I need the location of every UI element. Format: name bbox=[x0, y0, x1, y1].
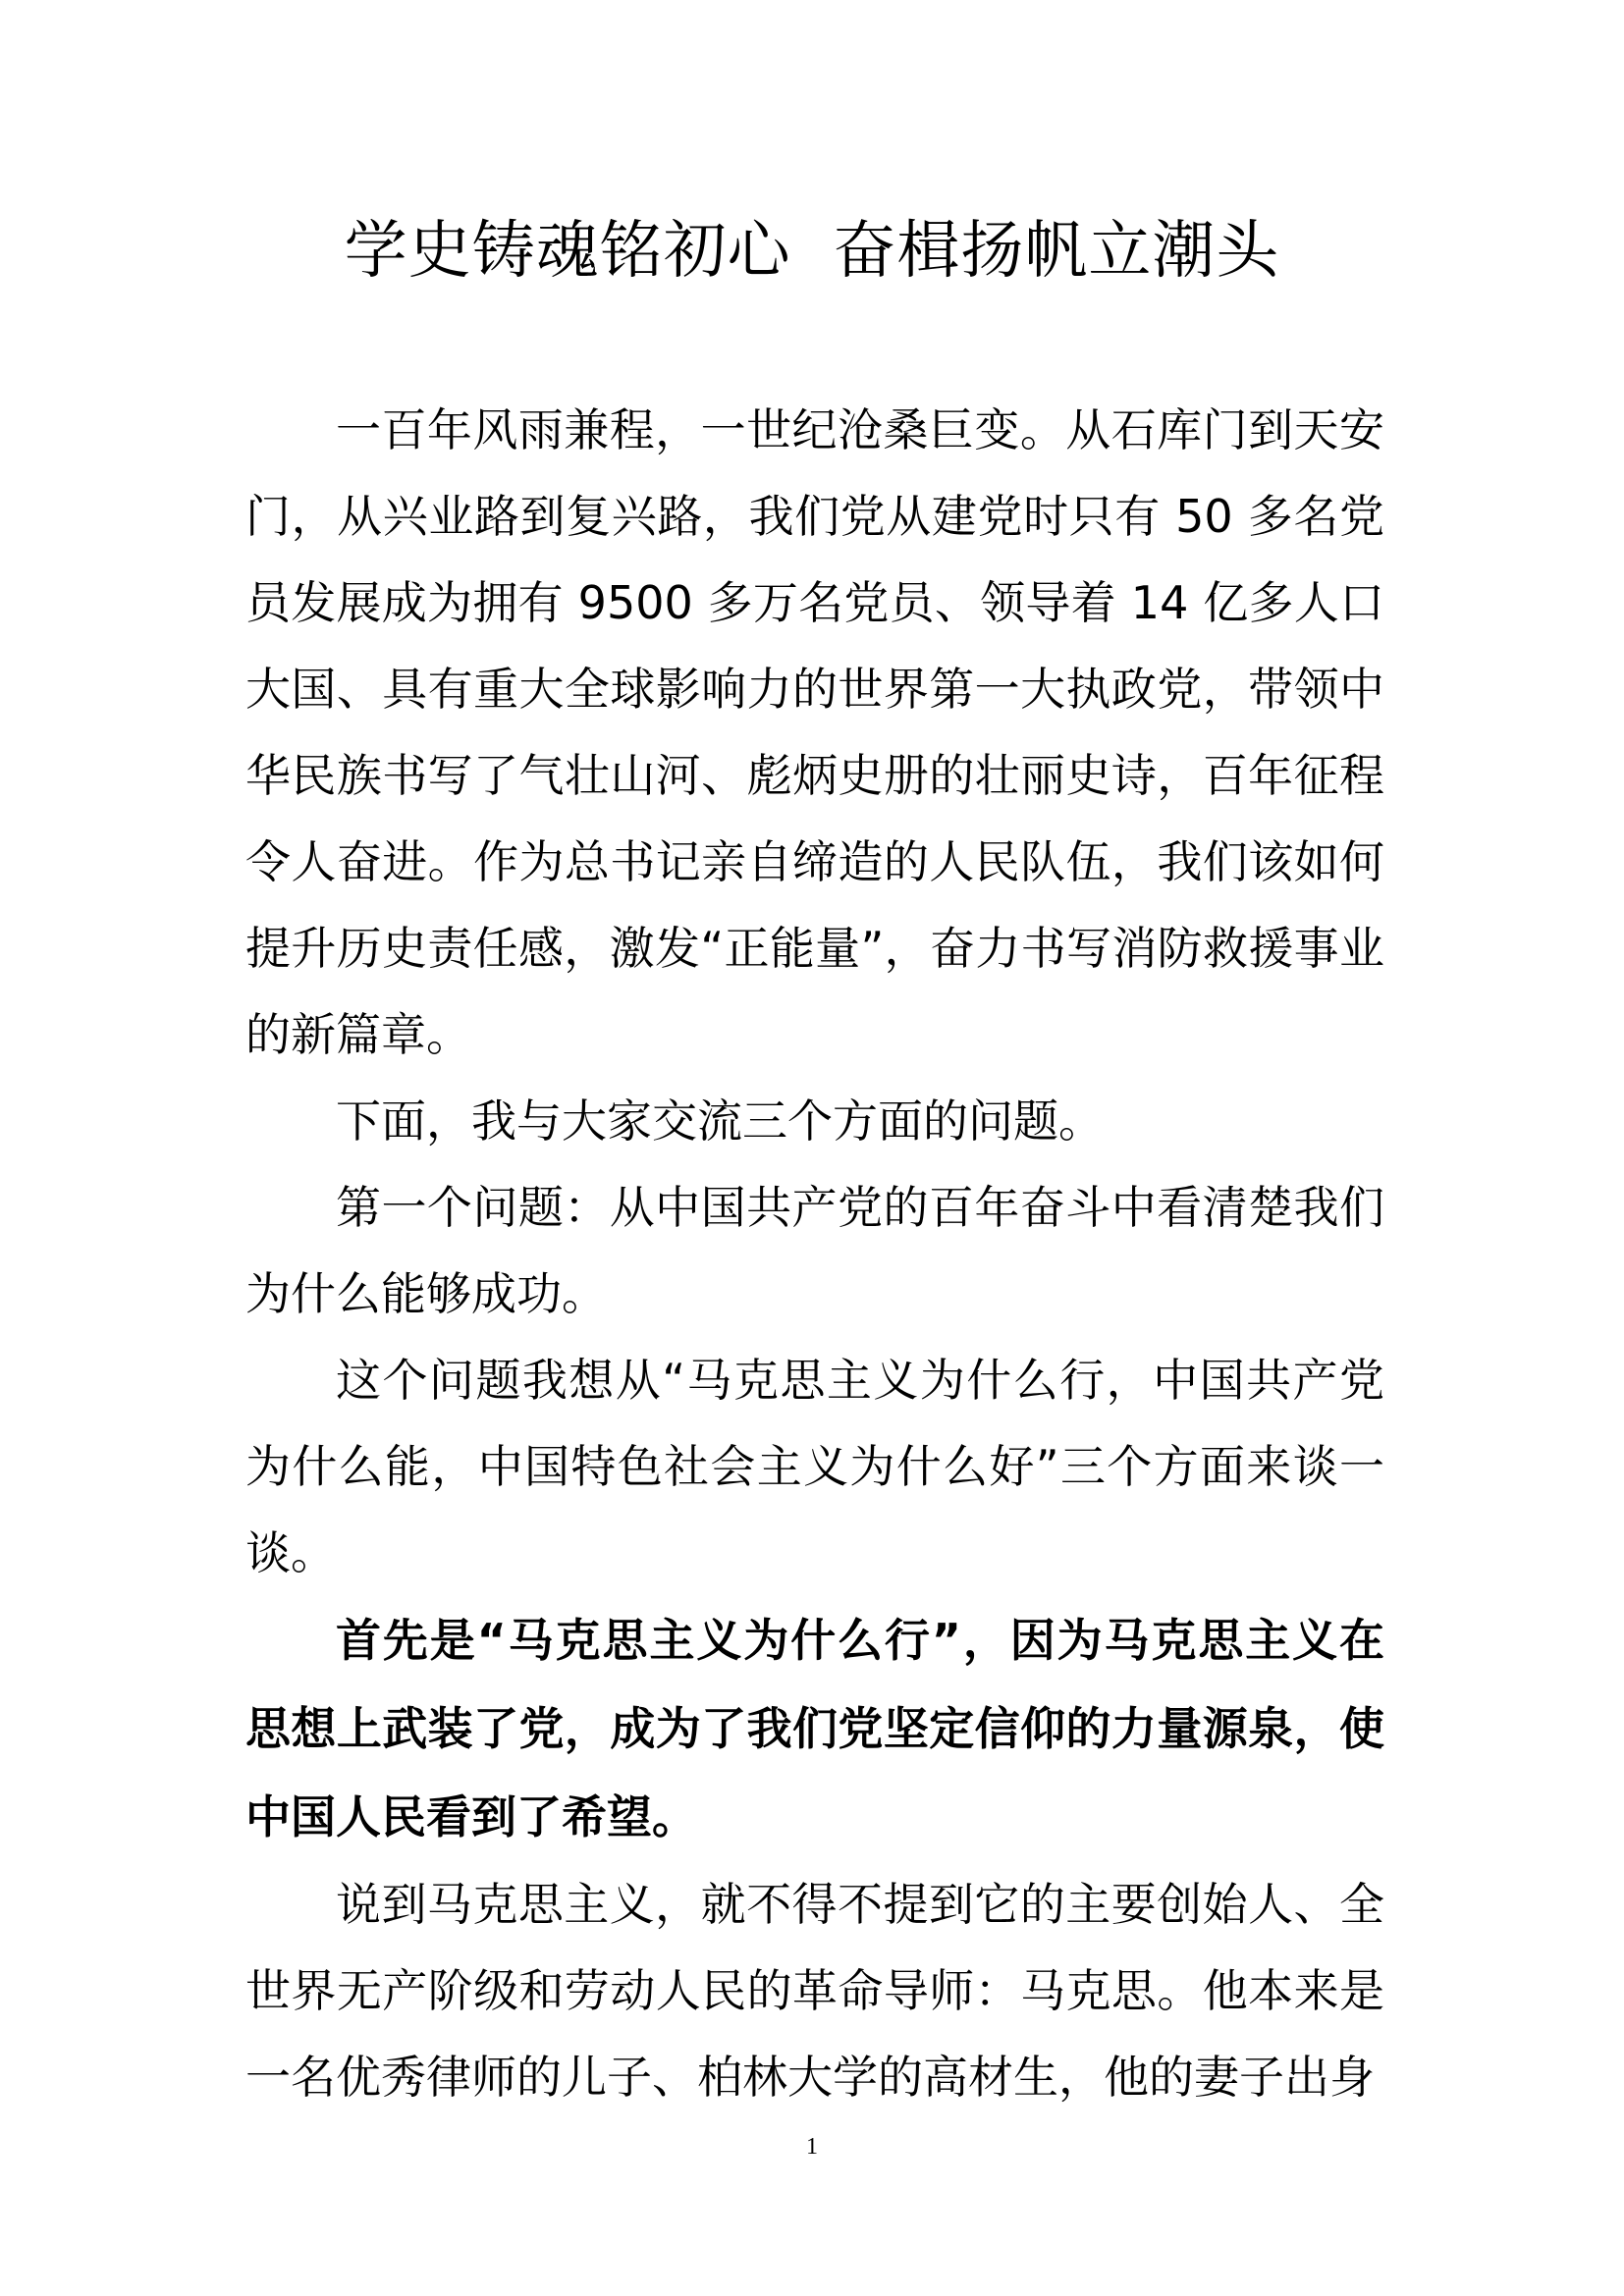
paragraph-overview: 下面，我与大家交流三个方面的问题。 bbox=[336, 1095, 1104, 1148]
document-body bbox=[245, 387, 1384, 2120]
paragraph-marx: 说到马克思主义，就不得不提到它的主要创始人、全世界无产阶级和劳动人民的革命导师：马克思。他本来是一名优秀律师的儿子、柏林大学的高材生，他的妻子出身 bbox=[245, 1878, 1384, 2104]
paragraph-intro: 一百年风雨兼程，一世纪沧桑巨变。从石库门到天安门，从兴业路到复兴路，我们党从建党时只有 50 多名党员发展成为拥有 9500 多万名党员、领导着 14 亿多人口大国、具有重大全球影响力的世界第一大执政党，带领中华民族书写了气壮山河、彪炳史册的壮丽史诗，百年征程令人奋进。作为总书记亲自缔造的人民队伍，我们该如何提升历史责任感，激发“正能量”，奋力书写消防救援事业的新篇章。 bbox=[245, 403, 1384, 1061]
paragraph-question-one: 第一个问题：从中国共产党的百年奋斗中看清楚我们为什么能够成功。 bbox=[245, 1181, 1384, 1320]
document-title: 学史铸魂铭初心 奋楫扬帆立潮头 bbox=[344, 215, 1280, 288]
paragraph-marxism-heading: 首先是“马克思主义为什么行”，因为马克思主义在思想上武装了党，成为了我们党坚定信仰的力量源泉，使中国人民看到了希望。 bbox=[245, 1614, 1384, 1843]
paragraph-three-aspects: 这个问题我想从“马克思主义为什么行，中国共产党为什么能，中国特色社会主义为什么好”三个方面来谈一谈。 bbox=[245, 1354, 1384, 1579]
page-number: 1 bbox=[806, 2134, 818, 2160]
